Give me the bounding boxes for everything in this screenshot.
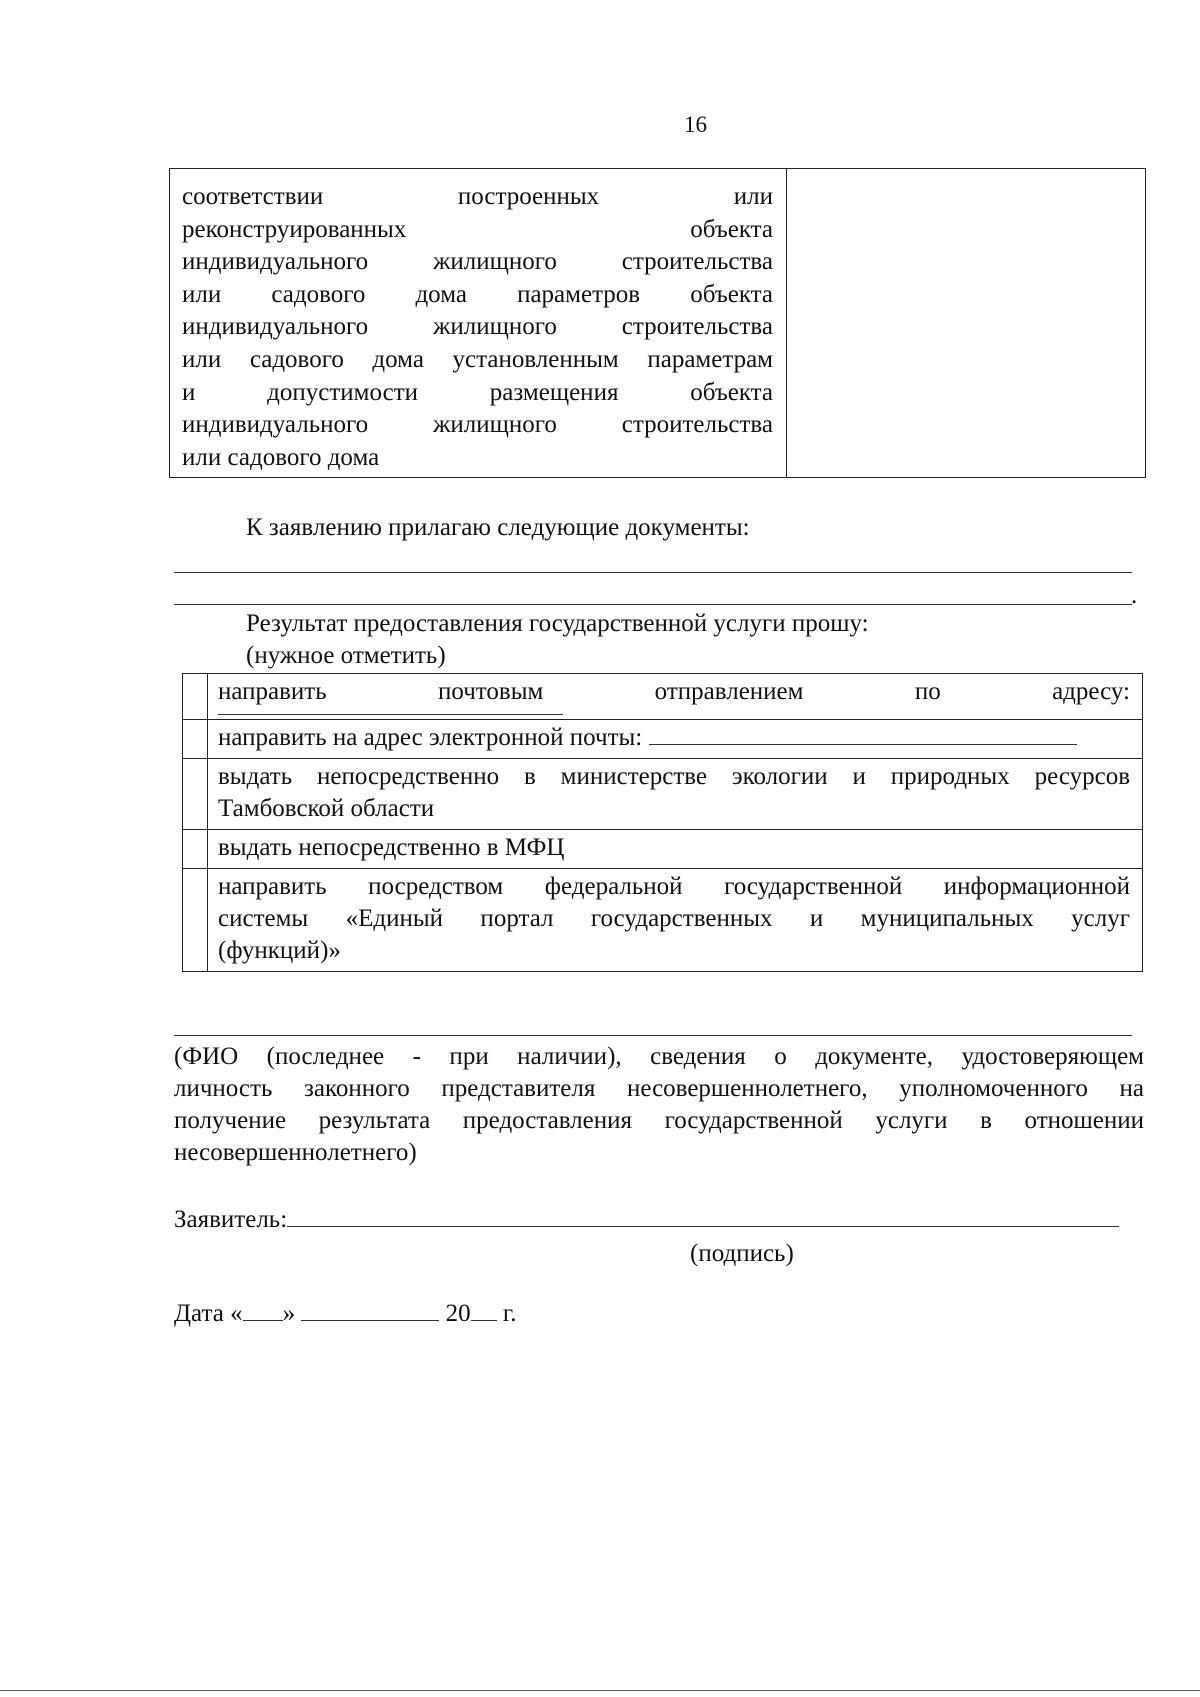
option-row-ministry xyxy=(183,759,1143,830)
attachments-line-1[interactable] xyxy=(174,572,1132,573)
option-row-portal xyxy=(183,869,1143,972)
option-label: направить посредством федеральной государственной информационной xyxy=(218,873,1130,900)
representative-fio-caption xyxy=(174,1041,1144,1169)
option-checkbox-mfc[interactable] xyxy=(183,830,208,869)
representative-fio-field[interactable] xyxy=(174,1035,1132,1036)
conformity-empty-cell[interactable] xyxy=(787,169,1146,478)
option-checkbox-post[interactable] xyxy=(183,674,208,720)
option-text-portal xyxy=(208,869,1143,972)
email-field[interactable] xyxy=(649,722,1077,745)
option-row-email xyxy=(183,720,1143,759)
option-label: направить почтовым отправлением по адресу: xyxy=(218,678,1130,705)
option-label: выдать непосредственно в МФЦ xyxy=(218,834,565,861)
table-cell-line: реконструированных объекта xyxy=(182,215,773,243)
page-bottom-edge xyxy=(0,1690,1200,1691)
option-text-post xyxy=(208,674,1143,720)
option-label: системы «Единый портал государственных и муниципальных услуг xyxy=(218,905,1130,932)
fio-caption-line: личность законного представителя несовершеннолетнего, уполномоченного на xyxy=(174,1075,1144,1102)
attachments-line-2[interactable] xyxy=(174,604,1132,605)
fio-caption-line: получение результата предоставления государственной услуги в отношении xyxy=(174,1107,1144,1134)
date-label: Дата « xyxy=(174,1300,243,1327)
fio-caption-line: несовершеннолетнего) xyxy=(174,1139,417,1166)
option-checkbox-ministry[interactable] xyxy=(183,759,208,830)
conformity-description-cell xyxy=(170,169,787,478)
table-cell-line: или садового дома xyxy=(182,443,380,471)
option-row-mfc xyxy=(183,830,1143,869)
option-label: направить на адрес электронной почты: xyxy=(218,724,643,751)
option-text-email xyxy=(208,720,1143,759)
result-options-table xyxy=(182,673,1143,972)
signature-caption: (подпись) xyxy=(690,1240,794,1267)
conformity-table xyxy=(169,168,1146,478)
result-title: Результат предоставления государственной услуги прошу: xyxy=(246,610,869,637)
date-day-field[interactable] xyxy=(243,1298,283,1321)
applicant-row xyxy=(174,1204,1134,1234)
fio-caption-line: (ФИО (последнее - при наличии), сведения о документе, удостоверяющем xyxy=(174,1043,1144,1070)
option-label: выдать непосредственно в министерстве экологии и природных ресурсов xyxy=(218,763,1130,790)
table-cell-line: соответствии построенных или xyxy=(182,183,773,210)
table-cell-line: индивидуального жилищного строительства xyxy=(182,313,773,341)
date-month-field[interactable] xyxy=(301,1298,439,1321)
applicant-label: Заявитель: xyxy=(174,1206,288,1233)
option-line xyxy=(218,722,1130,754)
date-row xyxy=(174,1298,517,1328)
option-label: (функций)» xyxy=(218,937,341,964)
applicant-signature-field[interactable] xyxy=(287,1204,1119,1227)
table-cell-line: и допустимости размещения объекта xyxy=(182,378,773,406)
result-note: (нужное отметить) xyxy=(246,642,446,669)
date-year-prefix: 20 xyxy=(445,1300,471,1327)
attachments-title: К заявлению прилагаю следующие документы: xyxy=(246,514,750,541)
option-checkbox-email[interactable] xyxy=(183,720,208,759)
date-close-quote: » xyxy=(282,1300,296,1327)
option-text-ministry xyxy=(208,759,1143,830)
option-text-mfc xyxy=(208,830,1143,869)
table-cell-line: индивидуального жилищного строительства xyxy=(182,248,773,276)
attachments-period: . xyxy=(1131,582,1138,609)
date-year-field[interactable] xyxy=(471,1298,497,1321)
option-row-post xyxy=(183,674,1143,720)
date-year-suffix: г. xyxy=(502,1300,517,1327)
table-cell-line: индивидуального жилищного строительства xyxy=(182,411,773,439)
table-cell-line: или садового дома параметров объекта xyxy=(182,280,773,308)
option-label: Тамбовской области xyxy=(218,795,435,822)
option-checkbox-portal[interactable] xyxy=(183,869,208,972)
page-number: 16 xyxy=(684,112,707,137)
table-cell-line: или садового дома установленным параметрам xyxy=(182,345,773,373)
post-address-field[interactable] xyxy=(218,714,563,715)
